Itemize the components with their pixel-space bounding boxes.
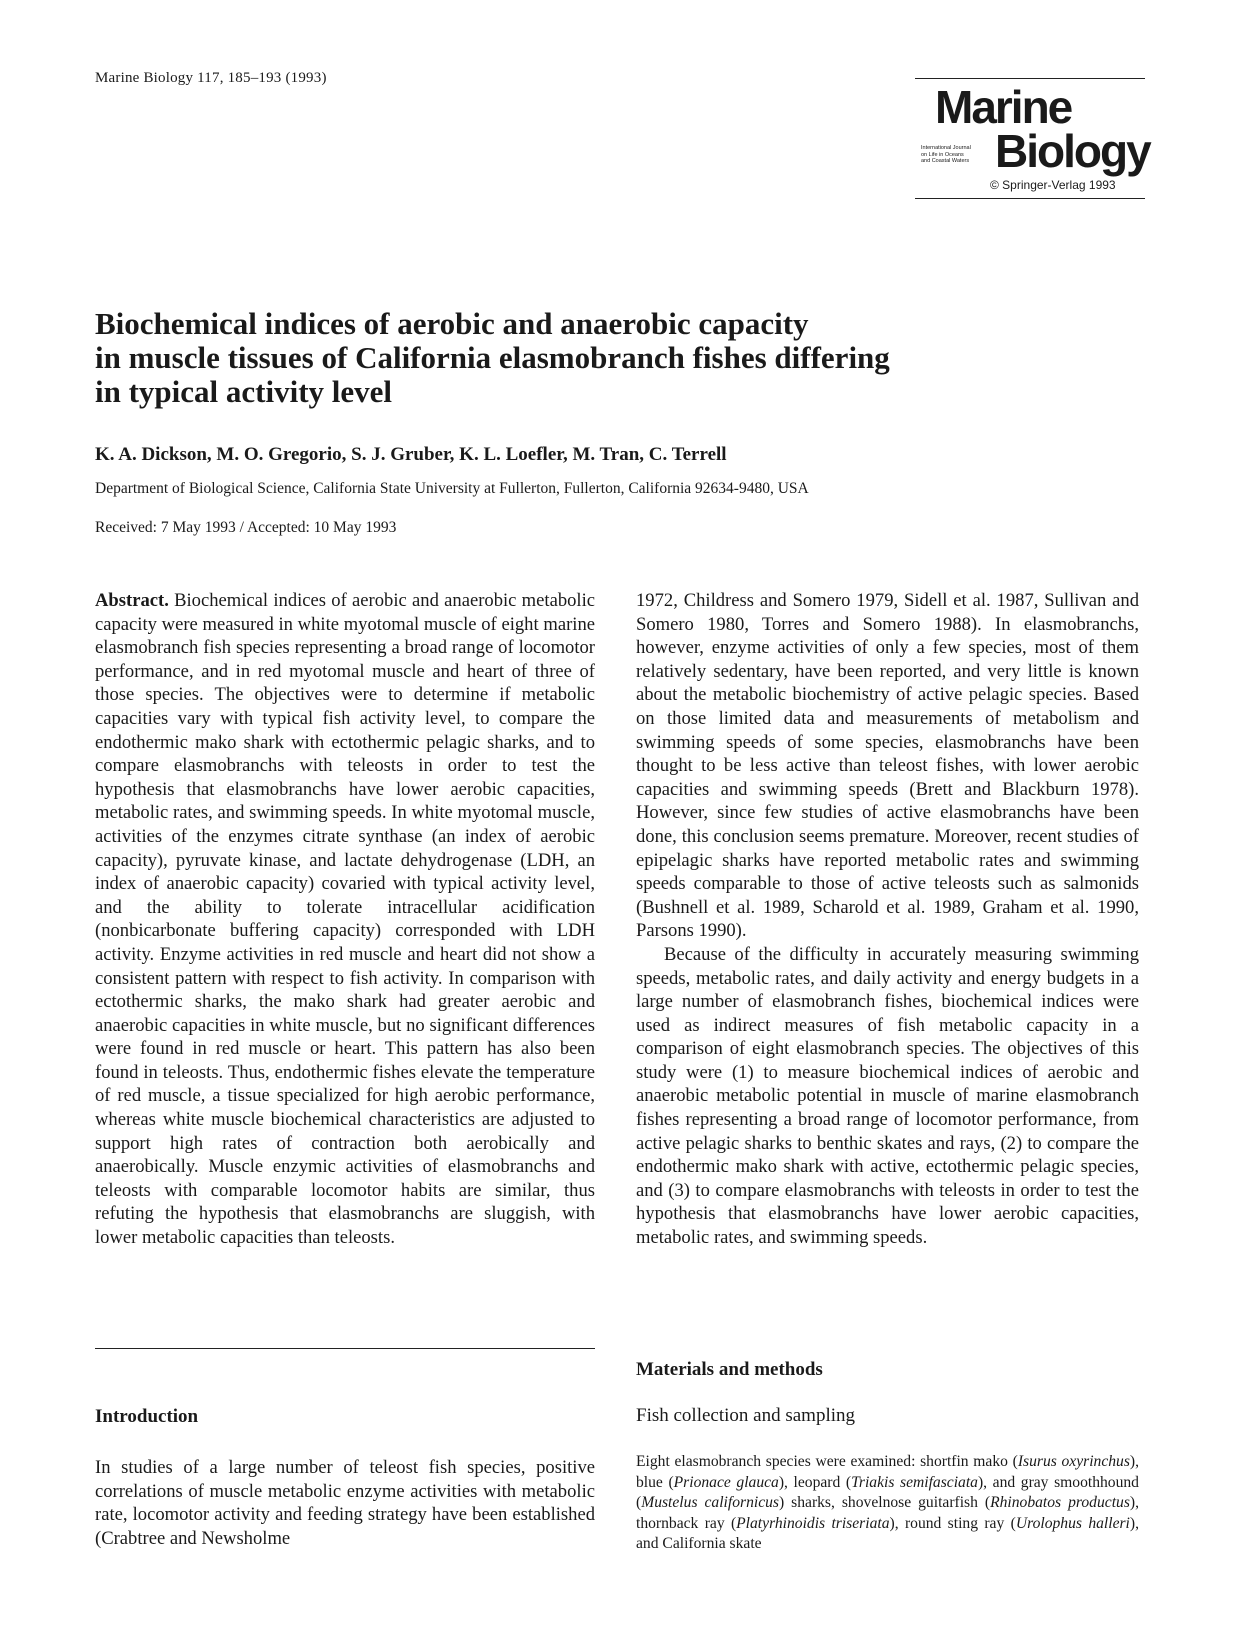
methods-text-part: ), thornback ray ( (636, 1494, 1139, 1532)
abstract-text: Biochemical indices of aerobic and anaerobic metabolic capacity were measured in white myotomal muscle of eight marine elasmobranch fish species representing a broad range of locomotor performance, and in red myotomal muscle and heart of three of those species. The objectives were to determine if metabolic capacities vary with typical fish activity level, to compare the endothermic mako shark with ectothermic pelagic sharks, and to compare elasmobranchs with teleosts in order to test the hypothesis that elasmobranchs have lower aerobic capacities, metabolic rates, and swimming speeds. In white myotomal muscle, activities of the enzymes citrate synthase (an index of aerobic capacity), pyruvate kinase, and lactate dehydrogenase (LDH, an index of anaerobic capacity) covaried with typical activity level, and the ability to tolerate intracellular acidification (nonbicarbonate buffering capacity) corresponded with LDH activity. Enzyme activities in red muscle and heart did not show a consistent pattern with respect to fish activity. In comparison with ectothermic sharks, the mako shark had greater aerobic and anaerobic capacities in white muscle, but no significant differences were found in red muscle or heart. This pattern has also been found in teleosts. Thus, endothermic fishes elevate the temperature of red muscle, a tissue specialized for high aerobic performance, whereas white muscle biochemical characteristics are adjusted to support high rates of contraction both aerobically and anaerobically. Muscle enzymic activities of elasmobranchs and teleosts with comparable locomotor habits are similar, thus refuting the hypothesis that elasmobranchs are sluggish, with lower metabolic capacities than teleosts. (95, 590, 595, 1249)
methods-subheading: Fish collection and sampling (636, 1405, 856, 1426)
species-name: Triakis semifasciata (851, 1473, 978, 1491)
logo-top-rule (915, 78, 1145, 79)
methods-text-part: ), blue ( (636, 1453, 1140, 1491)
abstract-divider (95, 1348, 595, 1349)
introduction-heading: Introduction (95, 1406, 199, 1427)
author-list: K. A. Dickson, M. O. Gregorio, S. J. Gruber, K. L. Loefler, M. Tran, C. Terrell (95, 444, 727, 465)
journal-logo-tagline (921, 145, 987, 165)
logo-tagline-line: on Life in Oceans (921, 151, 964, 158)
species-name: Platyrhinoidis triseriata (736, 1514, 890, 1532)
species-name: Urolophus halleri (1015, 1514, 1130, 1532)
introduction-paragraph: In studies of a large number of teleost fish species, positive correlations of muscle metabolic enzyme activities with metabolic rate, locomotor activity and feeding strategy have been established (Crabtree and Newsholme (95, 1457, 595, 1549)
methods-heading: Materials and methods (636, 1359, 823, 1380)
methods-text-part: Eight elasmobranch species were examined: shortfin mako ( (636, 1453, 1018, 1470)
logo-bottom-rule (915, 198, 1145, 199)
methods-text-part: ) sharks, shovelnose guitarfish ( (778, 1494, 991, 1511)
body-paragraph-1: 1972, Childress and Somero 1979, Sidell et al. 1987, Sullivan and Somero 1980, Torres and Somero 1988). In elasmobranchs, however, enzyme activities of only a few species, most of them relatively sedentary, have been reported, and very little is known about the metabolic biochemistry of active pelagic species. Based on those limited data and measurements of metabolism and swimming speeds of some species, elasmobranchs have been thought to be less active than teleost fishes, with lower aerobic capacities and swimming speeds (Brett and Blackburn 1978). However, since few studies of active elasmobranchs have been done, this conclusion seems premature. Moreover, recent studies of epipelagic sharks have reported metabolic rates and swimming speeds comparable to those of active teleosts such as salmonids (Bushnell et al. 1989, Scharold et al. 1989, Graham et al. 1990, Parsons 1990). (636, 590, 1139, 942)
methods-text-part: ), leopard ( (778, 1473, 852, 1491)
methods-text-part: ), round sting ray ( (889, 1514, 1016, 1532)
methods-text-part: ), and gray smoothhound ( (636, 1473, 1139, 1511)
species-name: Mustelus californicus (641, 1494, 779, 1511)
body-right-column (636, 589, 1139, 1250)
article-title (95, 307, 1055, 409)
logo-tagline-line: International Journal (921, 145, 971, 151)
title-line: Biochemical indices of aerobic and anaerobic capacity (95, 306, 809, 341)
journal-logo-marine: Marine (935, 81, 1072, 133)
title-line: in muscle tissues of California elasmobranch fishes differing (95, 340, 890, 375)
journal-logo-biology: Biology (995, 125, 1150, 177)
abstract-label: Abstract. (95, 590, 169, 611)
introduction-text (95, 1456, 595, 1550)
body-paragraph-2: Because of the difficulty in accurately measuring swimming speeds, metabolic rates, and daily activity and energy budgets in a large number of elasmobranch fishes, biochemical indices were used as indirect measures of fish metabolic capacity in a comparison of eight elasmobranch species. The objectives of this study were (1) to measure biochemical indices of aerobic and anaerobic metabolic potential in muscle of marine elasmobranch fishes representing a broad range of locomotor performance, from active pelagic sharks to benthic skates and rays, (2) to compare the endothermic mako shark with active, ectothermic pelagic species, and (3) to compare elasmobranchs with teleosts in order to test the hypothesis that elasmobranchs have lower aerobic capacities, metabolic rates, and swimming speeds. (636, 943, 1139, 1249)
methods-text (636, 1452, 1139, 1555)
species-name: Prionace glauca (673, 1473, 779, 1491)
author-affiliation: Department of Biological Science, California State University at Fullerton, Fullerton, California 92634-9480, USA (95, 480, 809, 497)
species-name: Isurus oxyrinchus (1017, 1453, 1130, 1470)
journal-citation: Marine Biology 117, 185–193 (1993) (95, 70, 327, 86)
abstract (95, 589, 595, 1250)
methods-text-part: ), and California skate (636, 1514, 1139, 1552)
received-accepted-dates: Received: 7 May 1993 / Accepted: 10 May 1993 (95, 519, 397, 536)
title-line: in typical activity level (95, 374, 393, 409)
logo-tagline-line: and Coastal Waters (921, 158, 970, 164)
publisher-copyright: © Springer-Verlag 1993 (990, 178, 1116, 192)
species-name: Rhinobatos productus (990, 1494, 1130, 1511)
